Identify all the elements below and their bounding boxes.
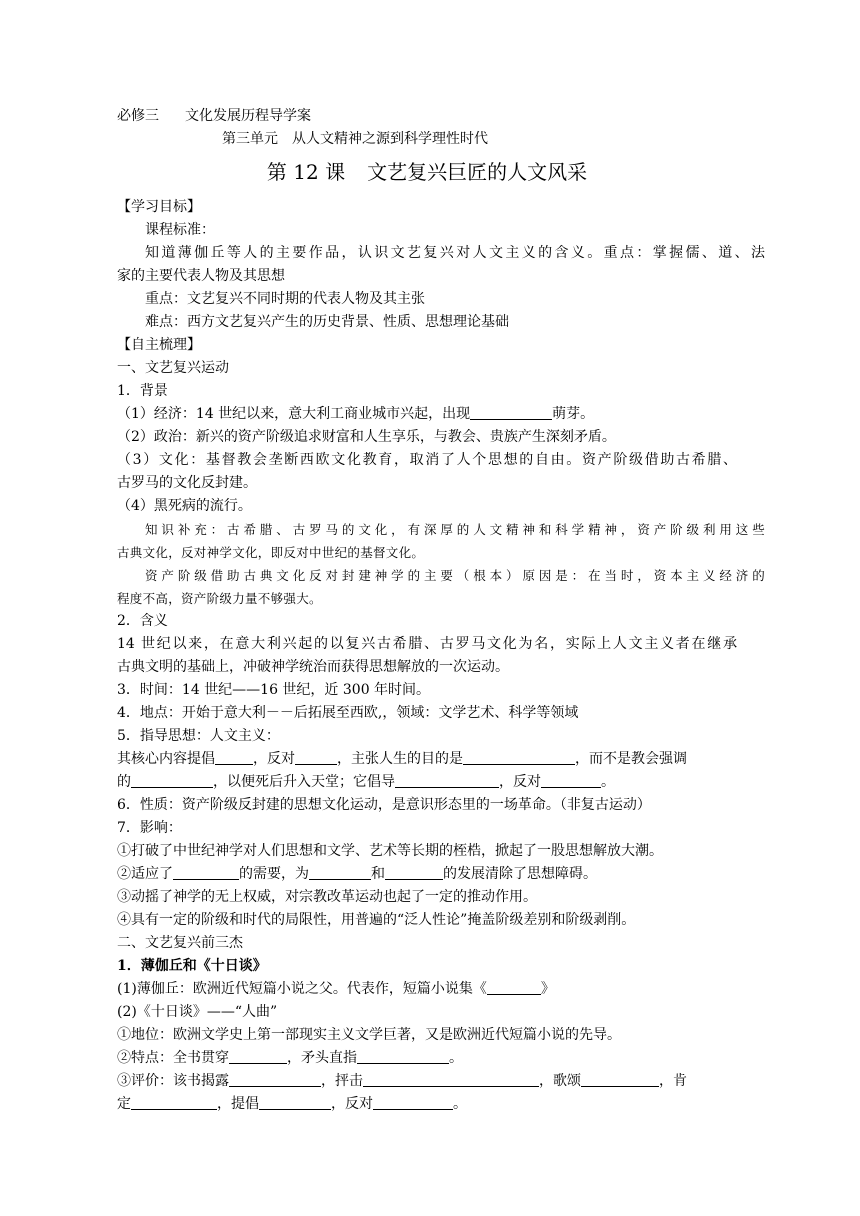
place-line: 4．地点：开始于意大利－－后拓展至西欧,，领域：文学艺术、科学等领域 bbox=[117, 705, 579, 721]
difficult-point: 难点：西方文艺复兴产生的历史背景、性质、思想理论基础 bbox=[145, 314, 509, 330]
fill-blank[interactable] bbox=[581, 1072, 659, 1087]
standard-text-1: 知道薄伽丘等人的主要作品，认识文艺复兴对人文主义的含义。重点：掌握儒、道、法 bbox=[145, 245, 765, 261]
time-line: 3．时间：14 世纪——16 世纪，近 300 年时间。 bbox=[117, 682, 431, 698]
decameron-review-2: 定 ，提倡 ，反对 。 bbox=[117, 1096, 467, 1112]
decameron-review-1: ③评价：该书揭露 ，抨击 ，歌颂 ，肯 bbox=[117, 1073, 687, 1089]
culture-line-1: （3）文化：基督教会垄断西欧文化教育，取消了人个思想的自由。资产阶级借助古希腊、 bbox=[117, 452, 737, 468]
fill-blank[interactable] bbox=[357, 1049, 449, 1064]
standard-text-2: 家的主要代表人物及其思想 bbox=[117, 268, 285, 284]
fill-blank[interactable] bbox=[229, 1072, 321, 1087]
influence-2: ②适应了 的需要，为 和 的发展清除了思想障碍。 bbox=[117, 866, 597, 882]
plague-line: （4）黑死病的流行。 bbox=[117, 498, 252, 514]
influence-3: ③动摇了神学的无上权威，对宗教改革运动也起了一定的推动作用。 bbox=[117, 889, 537, 905]
fill-blank[interactable] bbox=[541, 773, 601, 788]
supplement-1b: 古典文化，反对神学文化，即反对中世纪的基督文化。 bbox=[117, 545, 425, 560]
boccaccio-intro: (1)薄伽丘：欧洲近代短篇小说之父。代表作，短篇小说集《 》 bbox=[117, 981, 555, 997]
nature-line: 6．性质：资产阶级反封建的思想文化运动，是意识形态里的一场革命。（非复古运动） bbox=[117, 797, 651, 813]
influence-heading: 7．影响： bbox=[117, 820, 182, 836]
fill-blank[interactable] bbox=[131, 1095, 217, 1110]
economy-line: （1）经济：14 世纪以来，意大利工商业城市兴起，出现 萌芽。 bbox=[117, 406, 595, 422]
section-review: 【自主梳理】 bbox=[117, 337, 201, 353]
unit-line: 第三单元 从人文精神之源到科学理性时代 bbox=[222, 131, 488, 147]
influence-4: ④具有一定的阶级和时代的局限性，用普遍的“泛人性论”掩盖阶级差别和阶级剥削。 bbox=[117, 912, 636, 928]
header-line: 必修三 文化发展历程导学案 bbox=[117, 108, 311, 124]
fill-blank[interactable] bbox=[385, 865, 443, 880]
boccaccio-heading: 1．薄伽丘和《十日谈》 bbox=[117, 958, 267, 974]
course-standard-label: 课程标准： bbox=[145, 222, 215, 238]
page-title: 第 12 课 文艺复兴巨匠的人文风采 bbox=[266, 160, 588, 184]
meaning-text-1: 14 世纪以来，在意大利兴起的以复兴古希腊、古罗马文化为名，实际上人文主义者在继承 bbox=[117, 636, 737, 652]
fill-blank[interactable] bbox=[395, 773, 499, 788]
part-two-heading: 二、文艺复兴前三杰 bbox=[117, 935, 243, 951]
fill-blank[interactable] bbox=[295, 750, 337, 765]
core-content-line: 其核心内容提倡 ，反对 ，主张人生的目的是 ，而不是教会强调 bbox=[117, 751, 687, 767]
decameron-feature: ②特点：全书贯穿 ，矛头直指 。 bbox=[117, 1050, 463, 1066]
decameron-heading: (2)《十日谈》——“人曲” bbox=[117, 1004, 278, 1020]
fill-blank[interactable] bbox=[309, 865, 371, 880]
meaning-heading: 2．含义 bbox=[117, 613, 168, 629]
politics-line: （2）政治：新兴的资产阶级追求财富和人生享乐，与教会、贵族产生深刻矛盾。 bbox=[117, 429, 616, 445]
key-point: 重点：文艺复兴不同时期的代表人物及其主张 bbox=[145, 291, 425, 307]
fill-blank[interactable] bbox=[487, 980, 541, 995]
part-one-heading: 一、文艺复兴运动 bbox=[117, 360, 229, 376]
fill-blank[interactable] bbox=[173, 865, 239, 880]
decameron-status: ①地位：欧洲文学史上第一部现实主义文学巨著，又是欧洲近代短篇小说的先导。 bbox=[117, 1027, 621, 1043]
meaning-text-2: 古典文明的基础上，冲破神学统治而获得思想解放的一次运动。 bbox=[117, 659, 509, 675]
supplement-1a: 知识补充：古希腊、古罗马的文化，有深厚的人文精神和科学精神，资产阶级利用这些 bbox=[145, 522, 765, 537]
supplement-2a: 资产阶级借助古典文化反对封建神学的主要（根本）原因是：在当时，资本主义经济的 bbox=[145, 568, 765, 583]
fill-blank[interactable] bbox=[363, 1072, 539, 1087]
supplement-2b: 程度不高，资产阶级力量不够强大。 bbox=[117, 591, 322, 606]
fill-blank[interactable] bbox=[229, 1049, 287, 1064]
fill-blank[interactable] bbox=[463, 750, 575, 765]
guiding-thought: 5．指导思想：人文主义： bbox=[117, 728, 280, 744]
culture-line-2: 古罗马的文化反封建。 bbox=[117, 475, 257, 491]
influence-1: ①打破了中世纪神学对人们思想和文学、艺术等长期的桎梏，掀起了一股思想解放大潮。 bbox=[117, 843, 663, 859]
fill-blank[interactable] bbox=[470, 405, 552, 420]
fill-blank[interactable] bbox=[215, 750, 253, 765]
section-goals: 【学习目标】 bbox=[117, 199, 201, 215]
fill-blank[interactable] bbox=[373, 1095, 453, 1110]
fill-blank[interactable] bbox=[259, 1095, 331, 1110]
fill-blank[interactable] bbox=[131, 773, 213, 788]
background-heading: 1．背景 bbox=[117, 383, 168, 399]
core-content-line-2: 的 ，以便死后升入天堂；它倡导 ，反对 。 bbox=[117, 774, 615, 790]
